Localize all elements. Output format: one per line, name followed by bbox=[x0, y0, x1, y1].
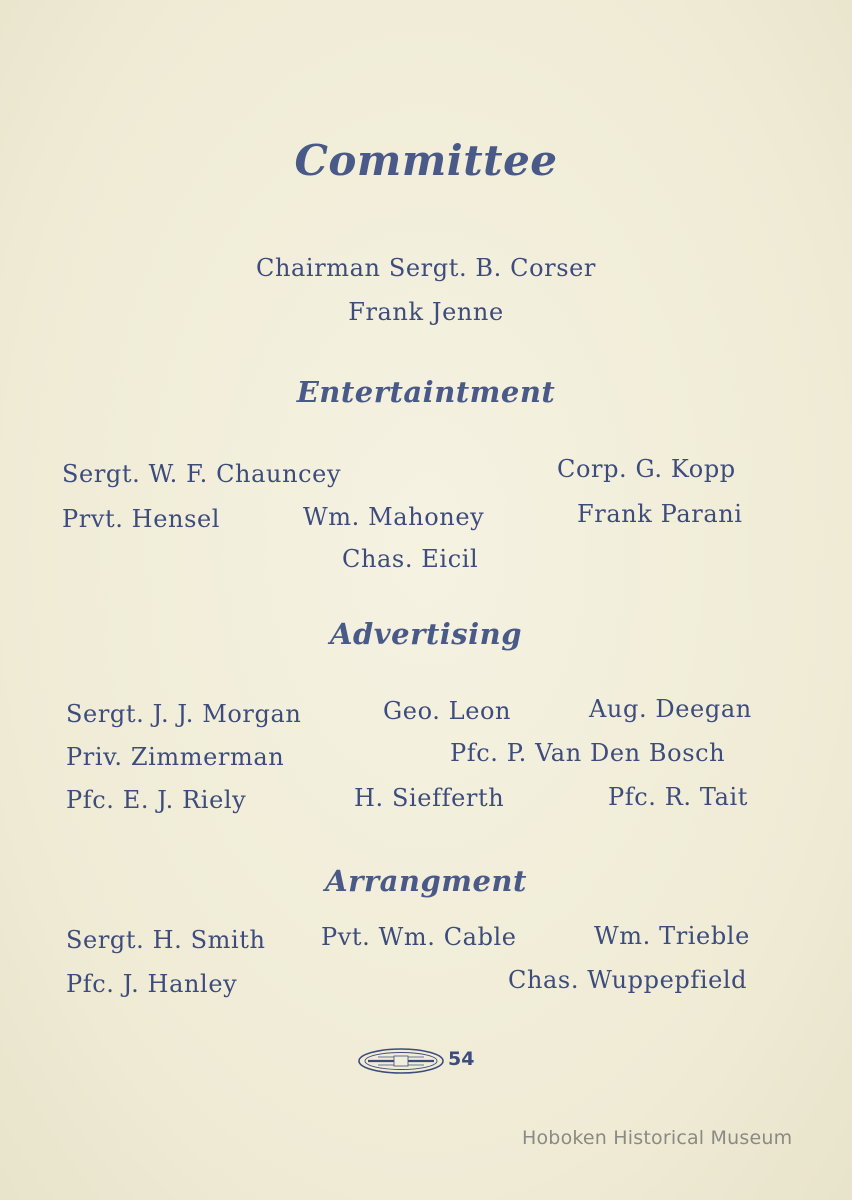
entertainment-heading: Entertaintment bbox=[296, 375, 556, 409]
union-label-logo bbox=[358, 1046, 444, 1076]
committee-member: Wm. Trieble bbox=[594, 922, 750, 950]
committee-member: H. Siefferth bbox=[354, 784, 505, 812]
committee-member: Aug. Deegan bbox=[589, 695, 752, 723]
committee-member: Geo. Leon bbox=[383, 697, 512, 725]
advertising-heading: Advertising bbox=[330, 617, 522, 651]
committee-member: Sergt. W. F. Chauncey bbox=[62, 460, 342, 488]
museum-watermark: Hoboken Historical Museum bbox=[522, 1127, 793, 1149]
committee-member: Sergt. J. J. Morgan bbox=[66, 700, 302, 728]
chairman-name: Chairman Sergt. B. Corser bbox=[256, 254, 596, 282]
chairman-second-name: Frank Jenne bbox=[348, 298, 504, 326]
committee-member: Pfc. R. Tait bbox=[608, 783, 749, 811]
committee-member: Frank Parani bbox=[577, 500, 743, 528]
committee-member: Pfc. J. Hanley bbox=[66, 970, 238, 998]
committee-member: Corp. G. Kopp bbox=[557, 455, 736, 483]
committee-member: Pfc. E. J. Riely bbox=[66, 786, 247, 814]
committee-member: Priv. Zimmerman bbox=[66, 743, 285, 771]
committee-member: Chas. Eicil bbox=[342, 545, 479, 573]
page-number: 54 bbox=[448, 1048, 475, 1070]
committee-member: Sergt. H. Smith bbox=[66, 926, 266, 954]
page-title: Committee bbox=[294, 136, 558, 185]
committee-member: Chas. Wuppepfield bbox=[508, 966, 748, 994]
arrangement-heading: Arrangment bbox=[325, 864, 527, 898]
committee-member: Pvt. Wm. Cable bbox=[321, 923, 517, 951]
committee-member: Prvt. Hensel bbox=[62, 505, 221, 533]
committee-member: Wm. Mahoney bbox=[303, 503, 485, 531]
committee-member: Pfc. P. Van Den Bosch bbox=[450, 739, 726, 767]
